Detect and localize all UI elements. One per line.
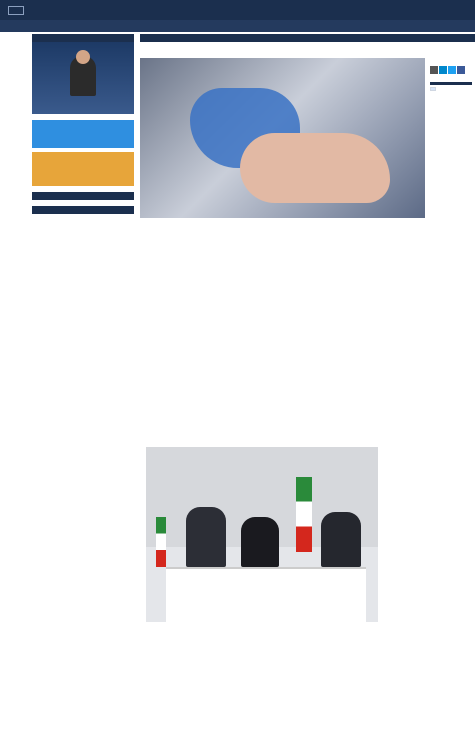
photo-person-1 xyxy=(186,507,226,567)
left-sidebar xyxy=(32,34,134,218)
ad-banner-market[interactable] xyxy=(32,152,134,186)
telegram-icon[interactable] xyxy=(439,66,447,74)
hero-image-newborn xyxy=(140,58,425,218)
related-topic[interactable] xyxy=(430,87,436,91)
featured-thumbnail[interactable] xyxy=(32,42,134,114)
province-bar xyxy=(140,34,475,42)
twitter-icon[interactable] xyxy=(448,66,456,74)
most-viewed-header xyxy=(32,34,134,42)
main-nav xyxy=(0,20,475,32)
popular-header xyxy=(32,192,134,200)
top-header-bar xyxy=(0,0,475,20)
photo-person-2 xyxy=(241,517,279,567)
web-tags-header xyxy=(32,206,134,214)
print-icon[interactable] xyxy=(430,66,438,74)
tags-header xyxy=(430,82,472,85)
article-photo-press-conference xyxy=(146,447,378,622)
thumb-face xyxy=(76,50,90,64)
photo-table xyxy=(166,567,366,622)
right-sidebar xyxy=(430,60,472,93)
facebook-icon[interactable] xyxy=(457,66,465,74)
search-icon[interactable] xyxy=(8,6,24,15)
share-buttons xyxy=(430,66,472,74)
ad-banner-irna[interactable] xyxy=(32,120,134,148)
photo-flag-right xyxy=(296,477,312,552)
photo-person-3 xyxy=(321,512,361,567)
hero-baby-shape xyxy=(240,133,390,203)
photo-flag-left xyxy=(156,517,166,567)
